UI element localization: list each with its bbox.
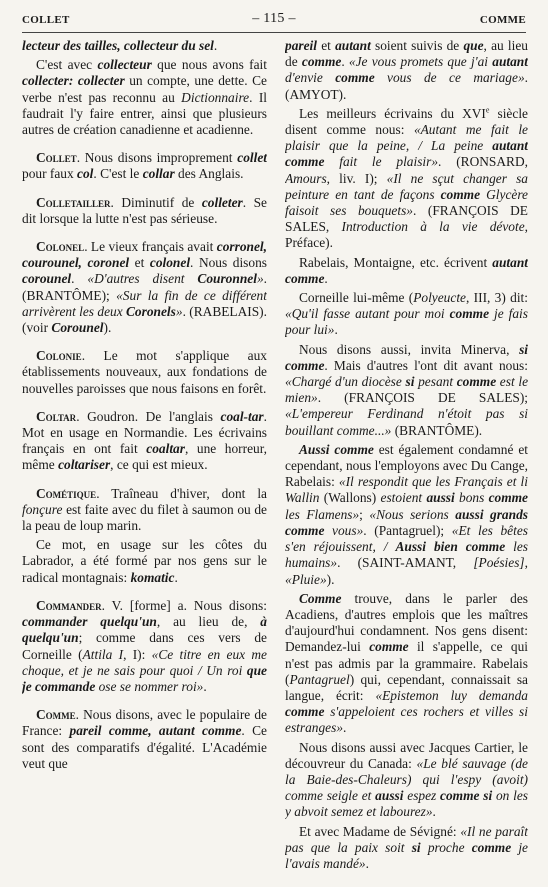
entry-paragraph: pareil et autant soient suivis de que, au lieu de comme. «Je vous promets que j'ai autant d'envie comme vous de ce mariage». (AMYOT). bbox=[285, 38, 528, 102]
dictionary-entry bbox=[22, 486, 267, 586]
entry-paragraph: Colonie. Le mot s'applique aux établissements nouveaux, aux fondations de nouvelles paroisses que nous faisons en forêt. bbox=[22, 348, 267, 396]
dictionary-entry bbox=[22, 38, 267, 138]
page-header bbox=[22, 10, 526, 32]
dictionary-entry bbox=[22, 409, 267, 474]
entry-paragraph: Comme. Nous disons, avec le populaire de France: pareil comme, autant comme. Ce sont des comparatifs d'égalité. L'Académie veut que bbox=[22, 707, 267, 771]
entry-paragraph: Aussi comme est également condamné et cependant, nous l'employons avec Du Cange, Rabelais: «Il respondit que les Français et li Wallin (Wallons) estoient aussi bons comme les Flamens»; «Nous serions aussi grands comme vous». (Pantagruel); «Et les bêtes s'en réjouissent, / Aussi bien comme les humains». (SAINT-AMANT, [Poésies], «Pluie»). bbox=[285, 441, 528, 587]
dictionary-entry bbox=[22, 150, 267, 182]
entry-paragraph: Comme trouve, dans le parler des Acadiens, d'autres emplois que les maîtres d'aujourd'hui condamnent. Nos gens disent: Demandez-lui comme il s'appelle, ce qui n'est pas admis par la grammaire. Rabelais (Pantagruel) qui, cependant, connaissait sa langue, écrit: «Epistemon luy demanda comme s'appeloient ces rochers et villes si estranges». bbox=[285, 590, 528, 736]
dictionary-entry bbox=[22, 598, 267, 695]
header-right-guideword: COMME bbox=[479, 14, 526, 26]
entry-paragraph: Ce mot, en usage sur les côtes du Labrador, a été formé par nos gens sur le radical montagnais: komatic. bbox=[22, 537, 267, 585]
entry-paragraph: Coltar. Goudron. De l'anglais coal-tar. Mot en usage en Normandie. Les écrivains français en ont fait coaltar, une horreur, même coltariser, ce qui est mieux. bbox=[22, 408, 267, 473]
dictionary-entry bbox=[22, 348, 267, 397]
dictionary-entry bbox=[22, 195, 267, 227]
entry-paragraph: Colonel. Le vieux français avait corronel, courounel, coronel et colonel. Nous disons corounel. «D'autres disent Couronnel». (BRANTÔME); «Sur la fin de ce différent arrivèrent les deux Coronels». (RABELAIS). (voir Corounel). bbox=[22, 239, 267, 336]
entry-paragraph: Corneille lui-même (Polyeucte, III, 3) dit: «Qu'il fasse autant pour moi comme je fais pour lui». bbox=[285, 290, 528, 338]
dictionary-entry bbox=[22, 707, 267, 772]
entry-paragraph: Commander. V. [forme] a. Nous disons: commander quelqu'un, au lieu de, à quelqu'un; comme dans ces vers de Corneille (Attila I, I): «Ce titre en eux me choque, et je ne sais pour quoi / Un roi que je commande ose se nommer roi». bbox=[22, 597, 267, 694]
entry-paragraph: Collet. Nous disons improprement collet pour faux col. C'est le collar des Anglais. bbox=[22, 150, 267, 182]
dictionary-entry bbox=[22, 239, 267, 336]
page-number: – 115 – bbox=[252, 11, 296, 26]
entry-paragraph: Nous disons aussi, invita Minerva, si comme. Mais d'autres l'ont dit avant nous: «Chargé d'un diocèse si pesant comme est le mien». (FRANÇOIS DE SALES); «L'empereur Ferdinand n'étoit pas si bouillant comme...» (BRANTÔME). bbox=[285, 341, 528, 438]
entry-paragraph: Colletailler. Diminutif de colleter. Se dit lorsque la lutte n'est pas sérieuse. bbox=[22, 194, 267, 226]
header-rule bbox=[22, 32, 526, 33]
entry-paragraph: C'est avec collecteur que nous avons fait collecter: collecter un compte, une dette. Ce verbe n'est pas reconnu au Dictionnaire. Il faudrait l'y faire entrer, ainsi que plusieurs autres de création canadienne et acadienne. bbox=[22, 57, 267, 138]
entry-paragraph: Les meilleurs écrivains du XVIe siècle disent comme nous: «Autant me fait le plaisir que la peine, / La peine autant comme fait le plaisir». (RONSARD, Amours, liv. I); «Il ne sçut changer sa peinture en tant de façons comme Glycère faisoit ses bouquets». (FRANÇOIS DE SALES, Introduction à la vie dévote, Préface). bbox=[285, 105, 528, 251]
entry-paragraph: lecteur des tailles, collecteur du sel. bbox=[22, 38, 218, 53]
left-column bbox=[22, 38, 267, 881]
entry-paragraph: Nous disons aussi avec Jacques Cartier, le découvreur du Canada: «Le blé sauvage (de la Baie-des-Chaleurs) qui l'espy (avoit) comme seigle et aussi espez comme si on les y abvoit semez et labourez». bbox=[285, 739, 528, 820]
entry-paragraph: Cométique. Traîneau d'hiver, dont la fonçure est faite avec du filet à saumon ou de la peau de loup marin. bbox=[22, 485, 267, 534]
entry-paragraph: Et avec Madame de Sévigné: «Il ne paraît pas que la paix soit si proche comme je l'avais mandé». bbox=[285, 823, 528, 871]
header-left-guideword: COLLET bbox=[22, 14, 70, 26]
right-column bbox=[285, 38, 528, 881]
entry-paragraph: Rabelais, Montaigne, etc. écrivent autant comme. bbox=[285, 254, 528, 286]
